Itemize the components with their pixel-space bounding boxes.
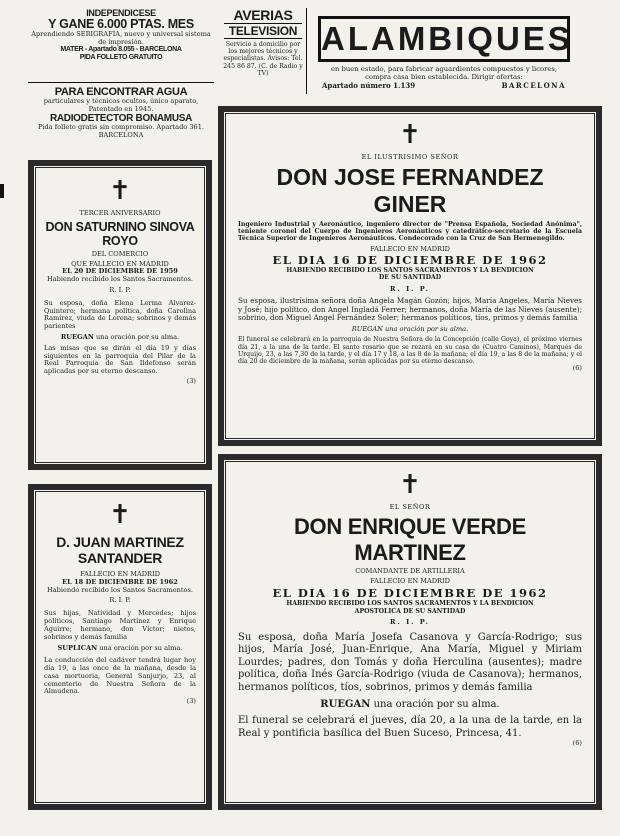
page-edge-mark <box>0 184 4 198</box>
obituary-martinez <box>34 490 206 706</box>
obituary-verde-date: EL DIA 16 DE DICIEMBRE DE 1962 <box>272 586 548 601</box>
obituary-sinova-ruegan <box>44 334 196 342</box>
obituary-fernandez-ruegan: RUEGAN una oración por su alma. <box>351 324 469 333</box>
obituary-sinova-name2: ROYO <box>102 233 138 248</box>
obituary-fernandez-description: Ingeniero Industrial y Aeronáutico, ingeniero director de "Prensa Española, Sociedad Anónima", teniente coronel del Cuerpo de Ingenieros Aeronáuticos y catedrático-secretario de la Escuela Técnica Superior de Ingenieros Aeronáuticos. Condecorado con la Cruz de San Hermenegildo. <box>238 220 582 243</box>
ad-independizese-cta: PIDA FOLLETO GRATUITO <box>79 54 163 62</box>
obituary-verde-family: Su esposa, doña María Josefa Casanova y García-Rodrigo; sus hijos, María José, Juan-Enrique, Ana María, Miguel y Miriam Lourdes; padres, don Tomás y doña Herculina (ausentes); madre política, doña Inés García-Rodrigo (viuda de Casanova); hermanos, hermanos políticos, tíos, sobrinos, primos y demás familia <box>238 631 582 693</box>
cross-icon: ✝ <box>109 500 131 530</box>
divider <box>28 82 214 83</box>
obituary-fernandez-family: Su esposa, ilustrísima señora doña Angela Magán Gozón; hijos, María Angeles, María Nieves y José; hijo político, don Angel Ingladá Ferrer; hermanos, doña María de las Nieves (ausente); sobrino, don Miguel Angel Fernández Soler; hermanos políticos, tíos, primos y demás familia <box>238 296 582 323</box>
obituary-verde-funeral: El funeral se celebrará el jueves, día 20, a la una de la tarde, en la Real y pontificia basílica del Buen Suceso, Princesa, 41. <box>238 715 582 739</box>
obituary-verde-ref: (6) <box>572 739 582 748</box>
obituary-fernandez-sacraments2: DE SU SANTIDAD <box>378 274 442 282</box>
ad-independizese-line1: INDEPENDICESE <box>86 8 156 18</box>
ad-averias-title2: TELEVISION <box>224 23 302 39</box>
obituary-martinez-fallecio: FALLECIO EN MADRID <box>80 570 160 578</box>
obituary-martinez-suplican <box>44 645 196 653</box>
ad-alambiques <box>312 8 576 94</box>
ad-independizese <box>28 8 214 62</box>
obituary-martinez-date: EL 18 DE DICIEMBRE DE 1962 <box>62 577 178 586</box>
obituary-sinova-masses: Las misas que se dirán el día 19 y días siguientes en la parroquia del Pilar de la Real Parroquia de San Ildefonso serán aplicadas por su eterno descanso. <box>44 343 196 376</box>
ad-averias-title1: AVERIAS <box>233 7 293 23</box>
obituary-verde-heading: EL SEÑOR <box>389 503 431 511</box>
obituary-fernandez-name: DON JOSE FERNANDEZ GINER <box>276 163 544 217</box>
obituary-verde-sacraments2: APOSTOLICA DE SU SANTIDAD <box>354 607 466 615</box>
obituary-fernandez-frame <box>218 106 602 446</box>
obituary-martinez-name2: SANTANDER <box>77 550 163 566</box>
obituary-fernandez-funeral: El funeral se celebrará en la parroquia de Nuestra Señora de la Concepción (calle Goya), el próximo viernes día 21, a la una de la tarde. El santo rosario que se rezará en su casa de (Cuatro Caminos), Marqués de Urquijo, 23, a las 7,30 de la tarde, y el día 17 y 18, a las 8 de la mañana; el día 19, a las 8 de la mañana; y el día 20 de diciembre de la mañana, serán aplicadas por su eterno descanso. <box>238 336 582 366</box>
ad-alambiques-apartado: Apartado número 1.139 <box>322 81 416 91</box>
obituary-sinova <box>34 166 206 386</box>
ad-alambiques-footer <box>312 81 576 90</box>
obituary-verde-ruegan-rest: una oración por su alma. <box>373 698 500 710</box>
obituary-sinova-title: DEL COMERCIO <box>91 249 149 258</box>
obituary-fernandez <box>224 112 596 373</box>
obituary-sinova-ruegan-verb: RUEGAN <box>60 332 94 341</box>
obituary-sinova-heading: TERCER ANIVERSARIO <box>79 209 161 217</box>
ad-agua-product: RADIODETECTOR BONAMUSA <box>49 113 193 125</box>
obituary-verde-frame <box>218 454 602 810</box>
ad-averias <box>220 8 307 94</box>
obituary-martinez-ref: (3) <box>186 697 196 706</box>
obituary-fernandez-heading: EL ILUSTRISIMO SEÑOR <box>361 153 459 161</box>
obituary-fernandez-rip: R. I. P. <box>390 284 430 293</box>
ad-averias-body: Servicio a domicilio por los mejores técnicos y especialistas. Avisos: Tel. 245 86 87. (C. de Radio y TV) <box>223 41 303 77</box>
obituary-verde-sacraments1: HABIENDO RECIBIDO LOS SANTOS SACRAMENTOS Y LA BENDICION <box>286 600 534 608</box>
obituary-sinova-family: Su esposa, doña Elena Lerma Alvarez-Quintero; hermana política, doña Carolina Ramírez, viuda de Lorena; sobrinos y demás parientes <box>44 298 196 331</box>
obituary-fernandez-fallecio: FALLECIO EN MADRID <box>370 245 450 254</box>
ad-agua <box>28 86 214 139</box>
obituary-sinova-frame <box>28 160 212 470</box>
ad-alambiques-body: en buen estado, para fabricar aguardientes compuestos y licores, compra casa bien establecida. Dirigir ofertas: <box>330 65 557 81</box>
obituary-martinez-suplican-verb: SUPLICAN <box>57 644 98 653</box>
obituary-sinova-fallecio: QUE FALLECIO EN MADRID <box>71 259 169 268</box>
obituary-martinez-sacraments: Habiendo recibido los Santos Sacramentos. <box>47 585 193 594</box>
ad-agua-contact: Pida folleto gratis sin compromiso. Apartado 361. BARCELONA <box>37 123 205 139</box>
obituary-martinez-name1: D. JUAN MARTINEZ <box>56 534 184 550</box>
obituary-martinez-frame <box>28 484 212 810</box>
obituary-verde-name: DON ENRIQUE VERDE MARTINEZ <box>293 513 527 565</box>
ad-independizese-address: MATER - Apartado 8.055 - BARCELONA <box>60 46 182 54</box>
cross-icon: ✝ <box>399 470 421 500</box>
obituary-sinova-ref: (3) <box>186 376 196 385</box>
obituary-fernandez-sacraments1: HABIENDO RECIBIDO LOS SANTOS SACRAMENTOS Y LA BENDICION <box>286 267 534 275</box>
obituary-verde-rank: COMANDANTE DE ARTILLERIA <box>355 566 465 575</box>
cross-icon: ✝ <box>109 176 131 206</box>
ad-alambiques-city: BARCELONA <box>501 81 566 91</box>
obituary-martinez-family: Sus hijas, Natividad y Mercedes; hijos políticos, Santiago Martínez y Enrique Aguirre; hermano, don Víctor; nietos, sobrinos y demás familia <box>44 609 196 641</box>
ad-alambiques-title: ALAMBIQUES <box>318 16 570 62</box>
obituary-sinova-sacraments: Habiendo recibido los Santos Sacramentos. <box>47 275 193 284</box>
obituary-martinez-suplican-rest: una oración por su alma. <box>99 644 183 653</box>
cross-icon: ✝ <box>399 120 421 150</box>
obituary-verde-ruegan <box>238 699 582 712</box>
ad-agua-body: particulares y técnicos ocultos, único aparato, Patentado en 1945. <box>43 97 199 113</box>
ad-agua-headline: PARA ENCONTRAR AGUA <box>54 86 188 98</box>
obituary-verde-rip: R. I. P. <box>390 617 430 626</box>
obituary-martinez-funeral: La conducción del cadáver tendrá lugar hoy día 19, a las once de la mañana, desde la casa mortuoria, General Sanjurjo, 23, al cementerio de Nuestra Señora de la Almudena. <box>44 656 196 696</box>
obituary-sinova-ruegan-rest: una oración por su alma. <box>95 332 180 341</box>
obituary-fernandez-ref: (6) <box>572 364 582 373</box>
obituary-fernandez-date: EL DIA 16 DE DICIEMBRE DE 1962 <box>272 253 548 268</box>
obituary-verde-fallecio: FALLECIO EN MADRID <box>370 576 450 585</box>
obituary-sinova-rip: R. I. P. <box>109 285 131 294</box>
ad-independizese-headline: Y GANE 6.000 PTAS. MES <box>48 17 194 31</box>
obituary-sinova-name1: DON SATURNINO SINOVA <box>45 219 195 234</box>
obituary-verde-ruegan-verb: RUEGAN <box>320 698 371 710</box>
obituary-martinez-rip: R. I. P. <box>109 596 131 605</box>
obituary-verde <box>224 460 596 748</box>
ad-independizese-body: Aprendiendo SERIGRAFIA, nuevo y universal sistema de impresión. <box>31 30 211 46</box>
obituary-sinova-date: EL 20 DE DICIEMBRE DE 1959 <box>62 267 178 276</box>
